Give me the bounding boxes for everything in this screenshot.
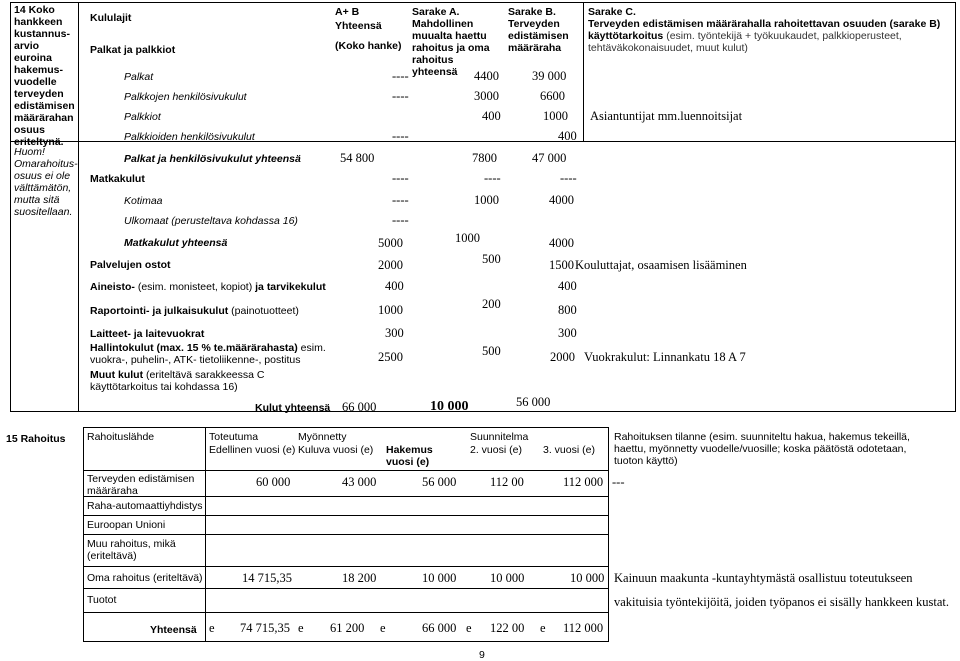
funding-yht-label: Yhteensä <box>150 624 197 636</box>
row-raportointi-label <box>90 305 299 317</box>
header-sarake-a-desc: Mahdollinen muualta haettu rahoitus ja oma rahoitus yhteensä <box>412 18 490 78</box>
header-rahoituslahde: Rahoituslähde <box>87 431 155 443</box>
row-kotimaa-ab: ---- <box>392 193 409 207</box>
row-raportointi-a: 200 <box>482 297 501 311</box>
row-hallinto-b: 2000 <box>550 350 575 364</box>
funding-tuotot-tilanne: vakituisia työntekijöitä, joiden työpanos ei sisälly hankkeen kustat. <box>614 595 950 609</box>
funding-oma-hakemus: 10 000 <box>422 571 457 585</box>
page-number: 9 <box>479 649 485 661</box>
header-ab: A+ B <box>335 6 360 18</box>
row-palkkiot-b: 1000 <box>543 109 568 123</box>
row-matkakulut-a: ---- <box>484 171 501 185</box>
funding-yht-v2: 122 00 <box>490 621 525 635</box>
row-aineisto-ab: 400 <box>385 279 404 293</box>
row-hallinto-label-2: vuokra-, puhelin-, ATK- tietoliikenne-, postitus <box>90 354 301 366</box>
header-sarake-a: Sarake A. <box>412 6 460 18</box>
funding-yht-cur-3: e <box>380 621 386 635</box>
header-palkat-ja-palkkiot: Palkat ja palkkiot <box>90 44 176 56</box>
hallinto-label-normal: esim. <box>297 342 326 354</box>
row-raportointi-ab: 1000 <box>378 303 403 317</box>
row-palvelujen-ostot-c: Kouluttajat, osaamisen lisääminen <box>575 258 747 272</box>
row-matkakulut-yht-ab: 5000 <box>378 236 403 250</box>
row-matkakulut-yht-label: Matkakulut yhteensä <box>124 237 228 249</box>
row-muut-label <box>90 369 310 393</box>
row-palkat-label: Palkat <box>124 71 154 83</box>
header-kuluva: Kuluva vuosi (e) <box>298 444 374 456</box>
funding-muu-label: Muu rahoitus, mikä (eriteltävä) <box>87 538 176 562</box>
header-edellinen: Edellinen vuosi (e) <box>209 444 296 456</box>
row-palkat-yht-label: Palkat ja henkilösivukulut yhteensä <box>124 153 301 165</box>
row-hallinto-label-1 <box>90 342 326 354</box>
row-laitteet-b: 300 <box>558 326 577 340</box>
funding-tuotot-label: Tuotot <box>87 594 117 606</box>
funding-te-label: Terveyden edistämisen määräraha <box>87 473 195 497</box>
row-palkkiot-a: 400 <box>482 109 501 123</box>
funding-oma-v3: 10 000 <box>570 571 605 585</box>
row-palkat-ab: ---- <box>392 69 409 83</box>
header-vuosi3: 3. vuosi (e) <box>543 444 595 456</box>
row-matkakulut-b: ---- <box>560 171 577 185</box>
aineisto-label-normal: (esim. monisteet, kopiot) <box>134 281 256 293</box>
row-palkat-a: 4400 <box>474 69 499 83</box>
funding-yht-cur-1: e <box>209 621 215 635</box>
funding-te-edellinen: 60 000 <box>256 475 291 489</box>
section-14-label: 14 Koko hankkeen kustannus-arvio euroina hakemus-vuodelle terveyden edistämisen määrärahan osuus eriteltynä. <box>14 4 75 148</box>
header-suunnitelma: Suunnitelma <box>470 431 529 443</box>
row-palkkioiden-sivukulut-ab: ---- <box>392 129 409 143</box>
funding-yht-hakemus: 66 000 <box>422 621 457 635</box>
row-palvelujen-ostot-label: Palvelujen ostot <box>90 259 171 271</box>
row-palkat-yht-ab: 54 800 <box>340 151 375 165</box>
raportointi-label-bold: Raportointi- ja julkaisukulut <box>90 305 229 317</box>
funding-te-hakemus: 56 000 <box>422 475 457 489</box>
funding-oma-v2: 10 000 <box>490 571 525 585</box>
row-palkkiot-c: Asiantuntijat mm.luennoitsijat <box>590 109 743 123</box>
header-vuosi2: 2. vuosi (e) <box>470 444 522 456</box>
row-palkat-yht-a: 7800 <box>472 151 497 165</box>
row-hallinto-a: 500 <box>482 344 501 358</box>
header-toteutuma: Toteutuma <box>209 431 259 443</box>
funding-te-v2: 112 00 <box>490 475 524 489</box>
row-kulut-yht-label: Kulut yhteensä <box>255 402 331 414</box>
header-myonnetty: Myönnetty <box>298 431 347 443</box>
row-hallinto-ab: 2500 <box>378 350 403 364</box>
row-kulut-yht-a: 10 000 <box>430 399 469 414</box>
header-tilanne: Rahoituksen tilanne (esim. suunniteltu hakua, hakemus tekeillä, haettu, myönnetty vuodelle/vuosille; koska päätöstä odotetaan, tuoton käyttö) <box>614 431 910 467</box>
row-palkkojen-sivukulut-ab: ---- <box>392 89 409 103</box>
row-hallinto-c: Vuokrakulut: Linnankatu 18 A 7 <box>584 350 746 364</box>
hallinto-label-bold: Hallintokulut (max. 15 % te.määrärahasta) <box>90 342 298 354</box>
funding-te-v3: 112 000 <box>563 475 604 489</box>
row-ulkomaat-label: Ulkomaat (perusteltava kohdassa 16) <box>124 215 298 227</box>
funding-te-tilanne: --- <box>612 475 625 489</box>
sarake-c-desc-bold: Terveyden edistämisen määrärahalla rahoitettavan osuuden (sarake B) käyttötarkoitus <box>588 18 941 42</box>
row-kulut-yht-b: 56 000 <box>516 395 551 409</box>
header-kululajit: Kululajit <box>90 12 132 24</box>
row-palkkojen-sivukulut-label: Palkkojen henkilösivukulut <box>124 91 247 103</box>
aineisto-label-bold: Aineisto- <box>90 281 135 293</box>
row-palkat-b: 39 000 <box>532 69 567 83</box>
header-sarake-c: Sarake C. <box>588 6 636 18</box>
header-hakemus: Hakemus vuosi (e) <box>386 444 433 468</box>
funding-yht-cur-2: e <box>298 621 304 635</box>
row-matkakulut-ab: ---- <box>392 171 409 185</box>
header-sarake-b: Sarake B. <box>508 6 556 18</box>
row-palkkojen-sivukulut-b: 6600 <box>540 89 565 103</box>
row-palkkioiden-sivukulut-label: Palkkioiden henkilösivukulut <box>124 131 255 143</box>
row-kotimaa-label: Kotimaa <box>124 195 163 207</box>
header-ab-koko: (Koko hanke) <box>335 40 402 52</box>
header-ab-yhteensa: Yhteensä <box>335 20 382 32</box>
section-15-label: 15 Rahoitus <box>6 433 66 445</box>
header-sarake-c-desc <box>588 18 950 54</box>
funding-te-kuluva: 43 000 <box>342 475 377 489</box>
row-ulkomaat-ab: ---- <box>392 213 409 227</box>
row-matkakulut-yht-a: 1000 <box>455 231 480 245</box>
row-palkat-yht-b: 47 000 <box>532 151 567 165</box>
muut-label-normal: (eriteltävä sarakkeessa C käyttötarkoitus tai kohdassa 16) <box>90 369 265 393</box>
aineisto-label-bold2: ja tarvikekulut <box>255 281 326 293</box>
funding-oma-tilanne: Kainuun maakunta -kuntayhtymästä osallistuu toteutukseen <box>614 571 913 585</box>
row-raportointi-b: 800 <box>558 303 577 317</box>
muut-label-bold: Muut kulut <box>90 369 144 381</box>
funding-yht-edellinen: 74 715,35 <box>240 621 290 635</box>
funding-ray-label: Raha-automaattiyhdistys <box>87 500 203 512</box>
header-sarake-b-desc: Terveyden edistämisen määräraha <box>508 18 569 54</box>
row-palkkiot-label: Palkkiot <box>124 111 161 123</box>
row-palkkojen-sivukulut-a: 3000 <box>474 89 499 103</box>
row-laitteet-ab: 300 <box>385 326 404 340</box>
funding-oma-edellinen: 14 715,35 <box>242 571 292 585</box>
row-kulut-yht-ab: 66 000 <box>342 400 377 414</box>
funding-yht-v3: 112 000 <box>563 621 604 635</box>
row-laitteet-label: Laitteet- ja laitevuokrat <box>90 328 205 340</box>
section-14-note: Huom! Omarahoitus-osuus ei ole välttämätön, mutta sitä suositellaan. <box>14 146 78 218</box>
funding-yht-cur-4: e <box>466 621 472 635</box>
row-matkakulut-label: Matkakulut <box>90 173 145 185</box>
row-palvelujen-ostot-ab: 2000 <box>378 258 403 272</box>
row-kotimaa-b: 4000 <box>549 193 574 207</box>
funding-yht-cur-5: e <box>540 621 546 635</box>
row-palvelujen-ostot-b: 1500 <box>549 258 574 272</box>
row-palkkioiden-sivukulut-b: 400 <box>558 129 577 143</box>
row-aineisto-b: 400 <box>558 279 577 293</box>
row-kotimaa-a: 1000 <box>474 193 499 207</box>
row-palvelujen-ostot-a: 500 <box>482 252 501 266</box>
funding-eu-label: Euroopan Unioni <box>87 519 166 531</box>
sarake-c-desc-paren: (esim. työntekijä + työkuukaudet, palkkioperusteet, tehtäväkokonaisuudet, muut kulut) <box>588 30 902 54</box>
row-aineisto-label <box>90 281 326 293</box>
funding-yht-kuluva: 61 200 <box>330 621 365 635</box>
row-matkakulut-yht-b: 4000 <box>549 236 574 250</box>
funding-oma-kuluva: 18 200 <box>342 571 377 585</box>
funding-oma-label: Oma rahoitus (eriteltävä) <box>87 572 203 584</box>
raportointi-label-normal: (painotuotteet) <box>228 305 299 317</box>
